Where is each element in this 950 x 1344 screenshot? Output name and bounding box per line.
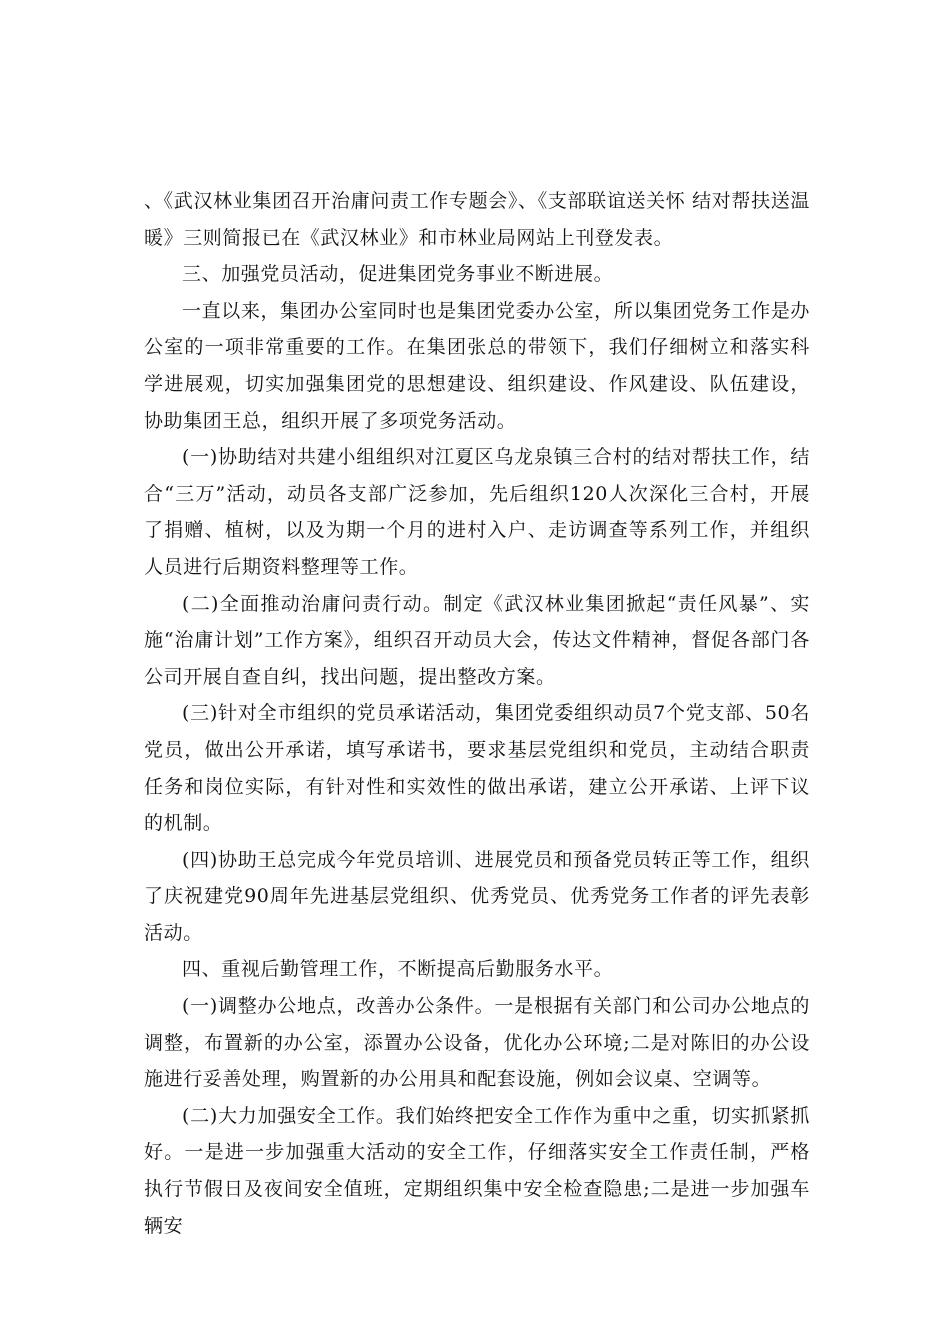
paragraph-logistics-two: (二)大力加强安全工作。我们始终把安全工作作为重中之重，切实抓紧抓好。一是进一步加强重大活动的安全工作，仔细落实安全工作责任制，严格执行节假日及夜间安全值班，定期组织集中安全检查隐患;二是进一步加强车辆安 <box>144 1104 810 1237</box>
document-body <box>144 183 810 1244</box>
paragraph-party-office: 一直以来，集团办公室同时也是集团党委办公室，所以集团党务工作是办公室的一项非常重要的工作。在集团张总的带领下，我们仔细树立和落实科学进展观，切实加强集团党的思想建设、组织建设、作风建设、队伍建设，协助集团王总，组织开展了多项党务活动。 <box>144 299 810 432</box>
paragraph-item-four: (四)协助王总完成今年党员培训、进展党员和预备党员转正等工作，组织了庆祝建党90周年先进基层党组织、优秀党员、优秀党务工作者的评先表彰活动。 <box>144 848 810 944</box>
paragraph-continuation: 、《武汉林业集团召开治庸问责工作专题会》、《支部联谊送关怀 结对帮扶送温暖》三则简报已在《武汉林业》和市林业局网站上刊登发表。 <box>144 190 810 249</box>
section-heading-three: 三、加强党员活动，促进集团党务事业不断进展。 <box>182 263 614 286</box>
section-heading-four: 四、重视后勤管理工作，不断提高后勤服务水平。 <box>182 958 614 981</box>
paragraph-item-one: (一)协助结对共建小组组织对江夏区乌龙泉镇三合村的结对帮扶工作，结合“三万”活动，动员各支部广泛参加，先后组织120人次深化三合村，开展了捐赠、植树，以及为期一个月的进村入户、走访调查等系列工作，并组织人员进行后期资料整理等工作。 <box>144 446 810 578</box>
paragraph-item-two: (二)全面推动治庸问责行动。制定《武汉林业集团掀起“责任风暴”、实施“治庸计划”工作方案》，组织召开动员大会，传达文件精神，督促各部门各公司开展自查自纠，找出问题，提出整改方案。 <box>144 592 810 688</box>
paragraph-logistics-one: (一)调整办公地点，改善办公条件。一是根据有关部门和公司办公地点的调整，布置新的办公室，添置办公设备，优化办公环境;二是对陈旧的办公设施进行妥善处理，购置新的办公用具和配套设施，例如会议桌、空调等。 <box>144 995 810 1091</box>
paragraph-item-three: (三)针对全市组织的党员承诺活动，集团党委组织动员7个党支部、50名党员，做出公开承诺，填写承诺书，要求基层党组织和党员，主动结合职责任务和岗位实际，有针对性和实效性的做出承诺，建立公开承诺、上评下议的机制。 <box>144 702 810 835</box>
